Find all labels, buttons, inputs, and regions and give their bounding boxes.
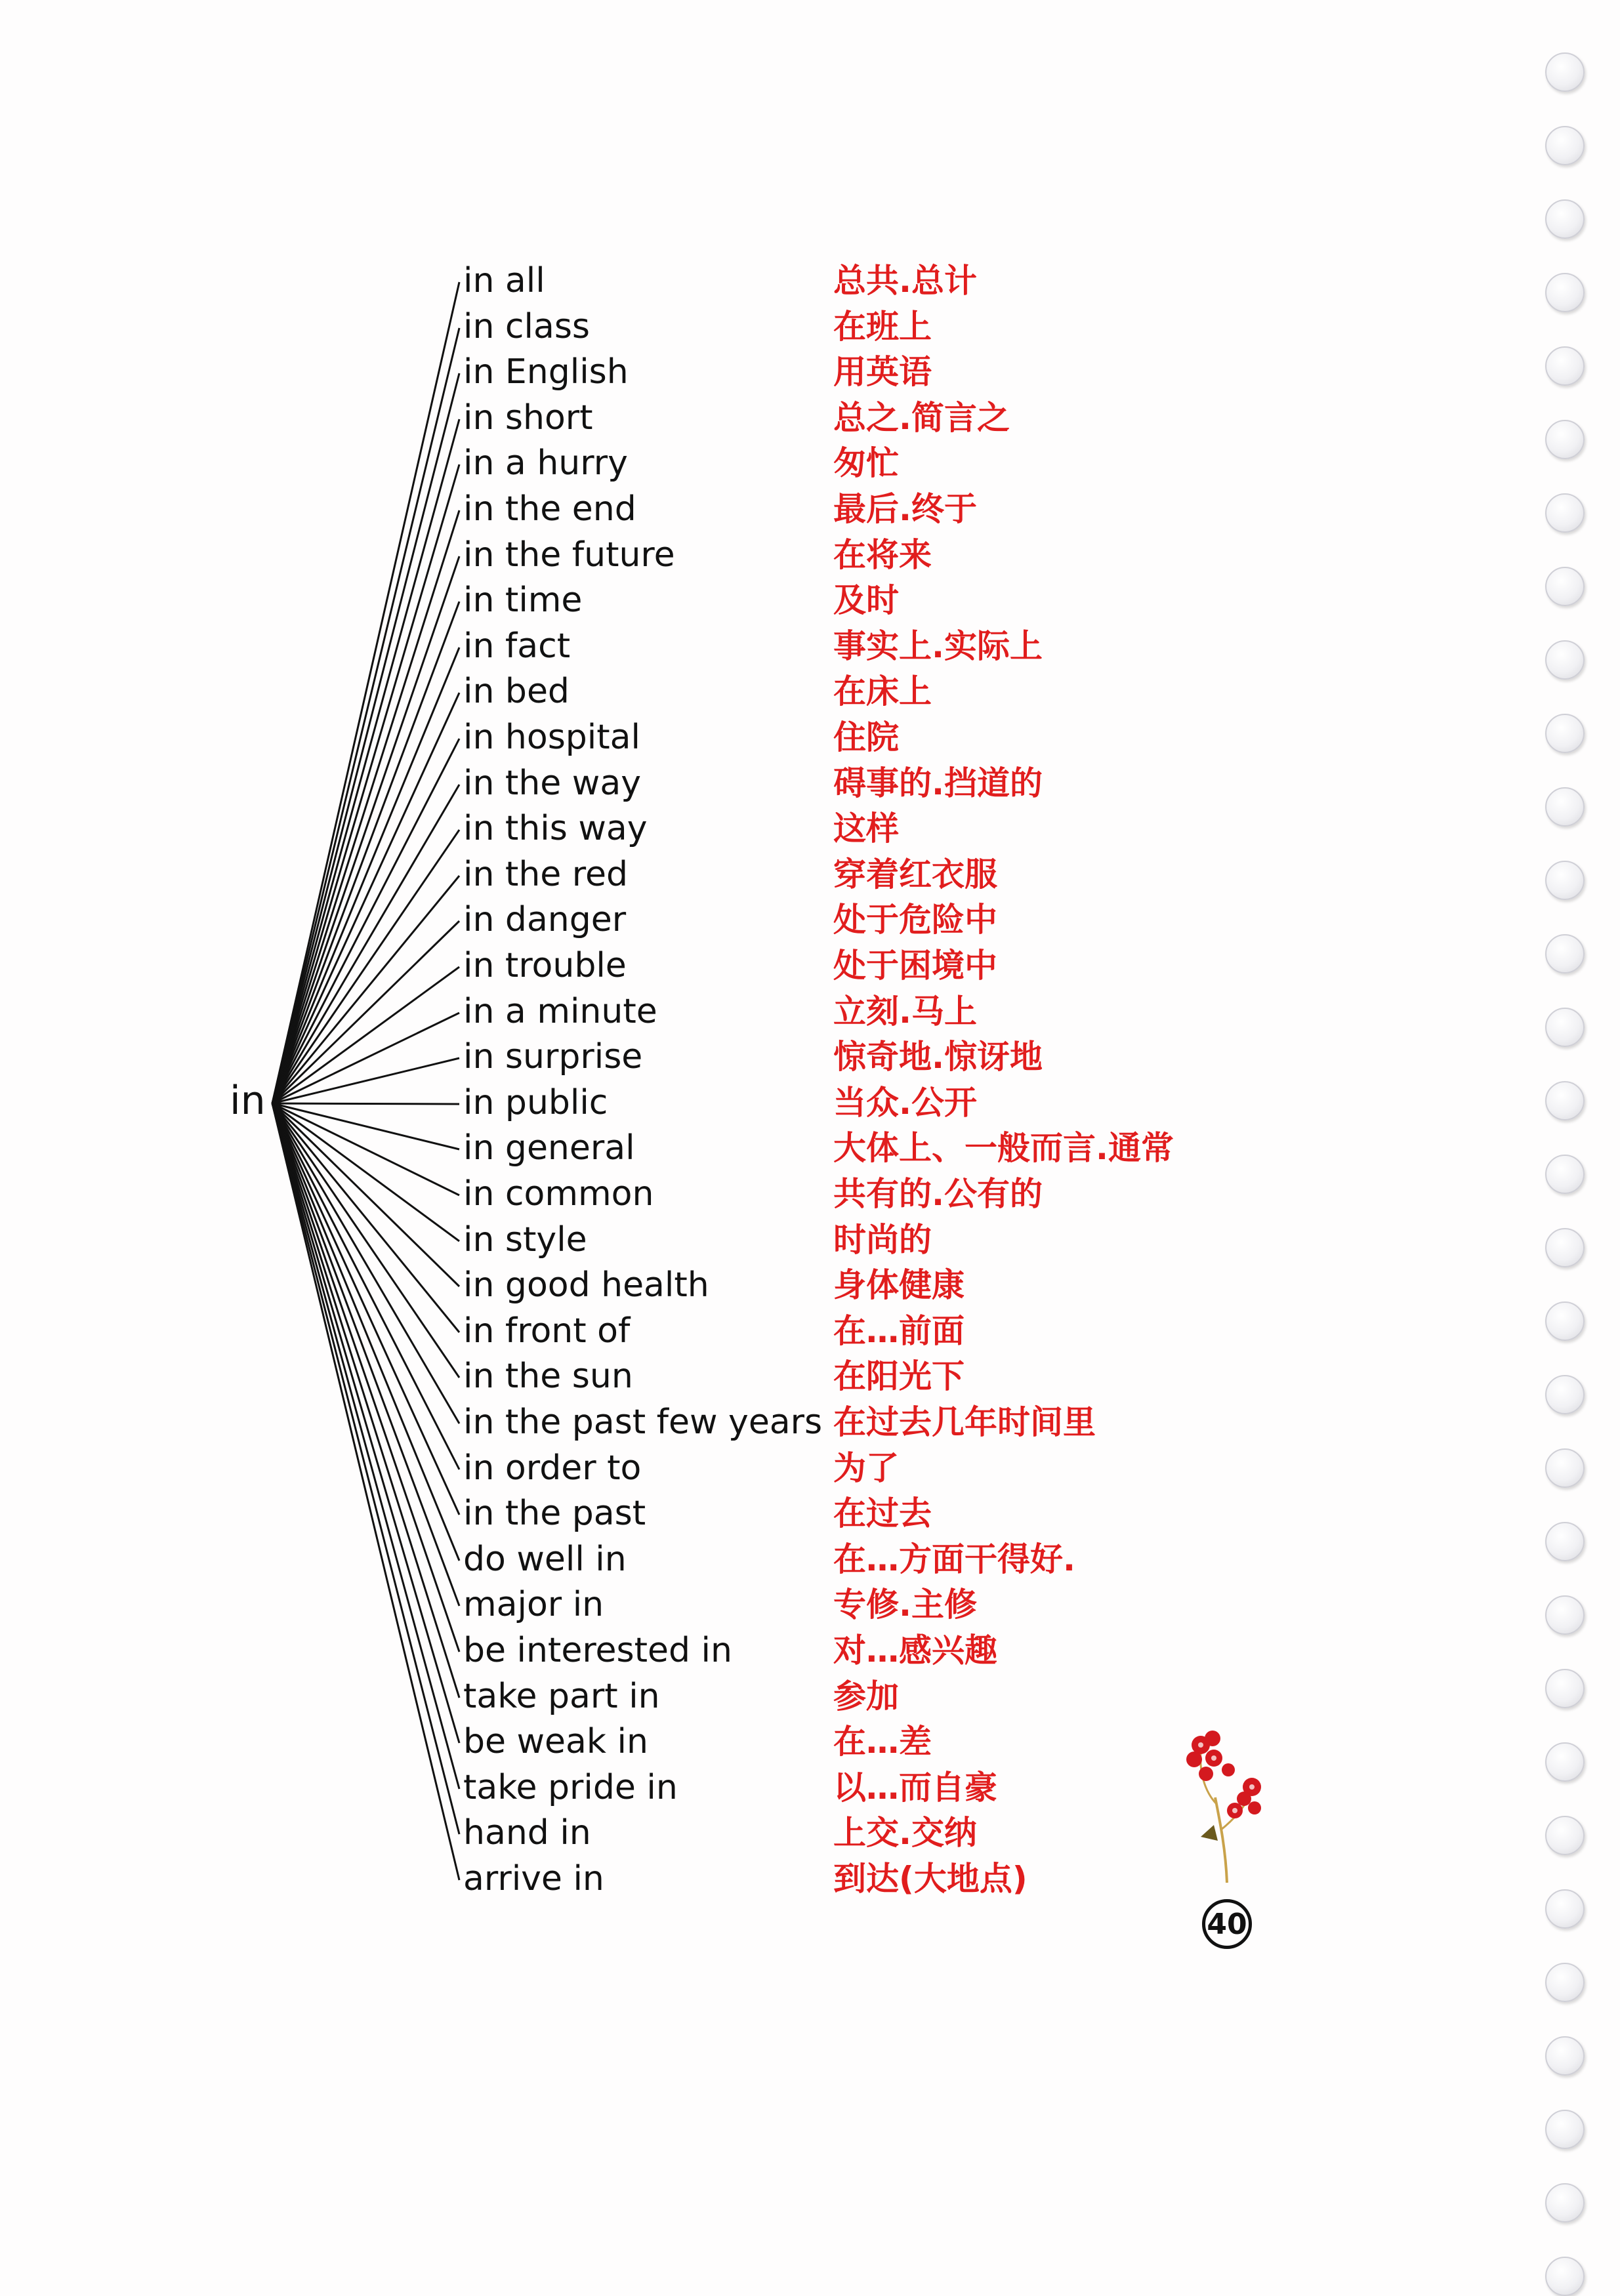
phrase-item: in front of <box>463 1311 631 1351</box>
meaning-item: 穿着红衣服 <box>833 855 997 893</box>
phrase-item: in a hurry <box>463 443 628 483</box>
phrase-item: in time <box>463 581 583 620</box>
phrase-item: in danger <box>463 900 627 939</box>
meaning-item: 身体健康 <box>833 1266 965 1304</box>
phrase-item: in style <box>463 1220 587 1260</box>
branch-line <box>272 1103 459 1378</box>
root-word: in <box>230 1078 266 1124</box>
branch-line <box>272 1103 459 1834</box>
meaning-item: 在床上 <box>833 672 932 710</box>
phrase-item: in short <box>463 398 593 438</box>
phrase-item: be interested in <box>463 1631 732 1670</box>
branch-line <box>272 1103 459 1469</box>
phrase-item: in all <box>463 261 545 300</box>
page-number-badge: 40 <box>1202 1899 1252 1949</box>
phrase-item: in public <box>463 1083 608 1122</box>
phrase-item: take part in <box>463 1677 660 1716</box>
branch-line <box>272 510 459 1103</box>
branch-line <box>272 1058 459 1103</box>
phrase-item: in trouble <box>463 946 627 985</box>
phrase-item: in order to <box>463 1448 642 1488</box>
phrase-item: hand in <box>463 1813 591 1853</box>
meaning-item: 用英语 <box>833 353 932 391</box>
phrase-item: do well in <box>463 1540 627 1579</box>
branch-line <box>272 1103 459 1149</box>
phrase-item: in the red <box>463 855 629 894</box>
meaning-item: 处于困境中 <box>833 947 997 985</box>
meaning-item: 这样 <box>833 810 899 848</box>
phrase-item: in fact <box>463 626 571 666</box>
phrase-item: in hospital <box>463 718 640 757</box>
phrase-item: major in <box>463 1585 604 1624</box>
meaning-item: 总共.总计 <box>833 262 977 300</box>
phrase-item: in the sun <box>463 1357 633 1396</box>
phrase-item: in good health <box>463 1265 709 1305</box>
meaning-item: 匆忙 <box>833 444 899 482</box>
phrase-item: in common <box>463 1174 654 1214</box>
meaning-item: 以…而自豪 <box>833 1769 997 1807</box>
branch-line <box>272 1103 459 1652</box>
phrase-item: in the past <box>463 1494 646 1533</box>
meaning-item: 时尚的 <box>833 1221 932 1259</box>
meaning-item: 在过去几年时间里 <box>833 1403 1096 1441</box>
meaning-item: 住院 <box>833 718 899 756</box>
meaning-item: 总之.简言之 <box>833 399 1010 437</box>
meaning-item: 立刻.马上 <box>833 993 977 1031</box>
branch-line <box>272 693 459 1103</box>
phrase-item: in a minute <box>463 992 657 1031</box>
meaning-item: 碍事的.挡道的 <box>833 764 1043 802</box>
branch-line <box>272 1103 459 1789</box>
meaning-item: 上交.交纳 <box>833 1814 977 1852</box>
phrase-item: in the way <box>463 764 641 803</box>
phrase-item: in general <box>463 1128 635 1168</box>
phrase-item: in bed <box>463 672 570 711</box>
meaning-item: 共有的.公有的 <box>833 1175 1043 1213</box>
phrase-item: in this way <box>463 809 648 848</box>
branch-line <box>272 1103 459 1743</box>
meaning-item: 当众.公开 <box>833 1084 977 1122</box>
meaning-item: 为了 <box>833 1449 899 1487</box>
meaning-item: 惊奇地.惊讶地 <box>833 1038 1043 1076</box>
phrase-item: in the end <box>463 489 636 529</box>
meaning-item: 在班上 <box>833 308 932 346</box>
branch-line <box>272 1103 459 1698</box>
meaning-item: 大体上、一般而言.通常 <box>833 1129 1174 1167</box>
meaning-item: 事实上.实际上 <box>833 627 1043 665</box>
phrase-item: in English <box>463 352 629 392</box>
flower-sticker-icon <box>1174 1719 1279 1889</box>
phrase-item: in the future <box>463 535 675 575</box>
branch-line <box>272 602 459 1103</box>
meaning-item: 在将来 <box>833 536 932 574</box>
meaning-item: 在过去 <box>833 1494 932 1532</box>
branch-line <box>272 1103 459 1515</box>
meaning-item: 最后.终于 <box>833 490 977 528</box>
branch-line <box>272 1103 459 1104</box>
phrase-item: take pride in <box>463 1768 678 1807</box>
phrase-item: in the past few years <box>463 1403 823 1442</box>
branch-line <box>272 282 459 1103</box>
branch-line <box>272 419 459 1103</box>
phrase-item: arrive in <box>463 1859 604 1898</box>
meaning-item: 在…方面干得好. <box>833 1540 1075 1578</box>
branch-line <box>272 739 459 1103</box>
meaning-item: 专修.主修 <box>833 1586 977 1624</box>
phrase-item: be weak in <box>463 1722 648 1761</box>
meaning-item: 对…感兴趣 <box>833 1631 997 1670</box>
meaning-item: 在…差 <box>833 1723 932 1761</box>
meaning-item: 在…前面 <box>833 1312 965 1350</box>
branch-line <box>272 1103 459 1606</box>
branch-line <box>272 464 459 1103</box>
branch-line <box>272 830 459 1103</box>
branch-line <box>272 373 459 1103</box>
meaning-item: 及时 <box>833 581 899 619</box>
phrase-item: in class <box>463 307 591 346</box>
branch-line <box>272 556 459 1103</box>
meaning-item: 参加 <box>833 1677 899 1715</box>
phrase-item: in surprise <box>463 1037 643 1076</box>
meaning-item: 到达(大地点) <box>833 1860 1028 1898</box>
meaning-item: 处于危险中 <box>833 901 997 939</box>
meaning-item: 在阳光下 <box>833 1357 965 1395</box>
